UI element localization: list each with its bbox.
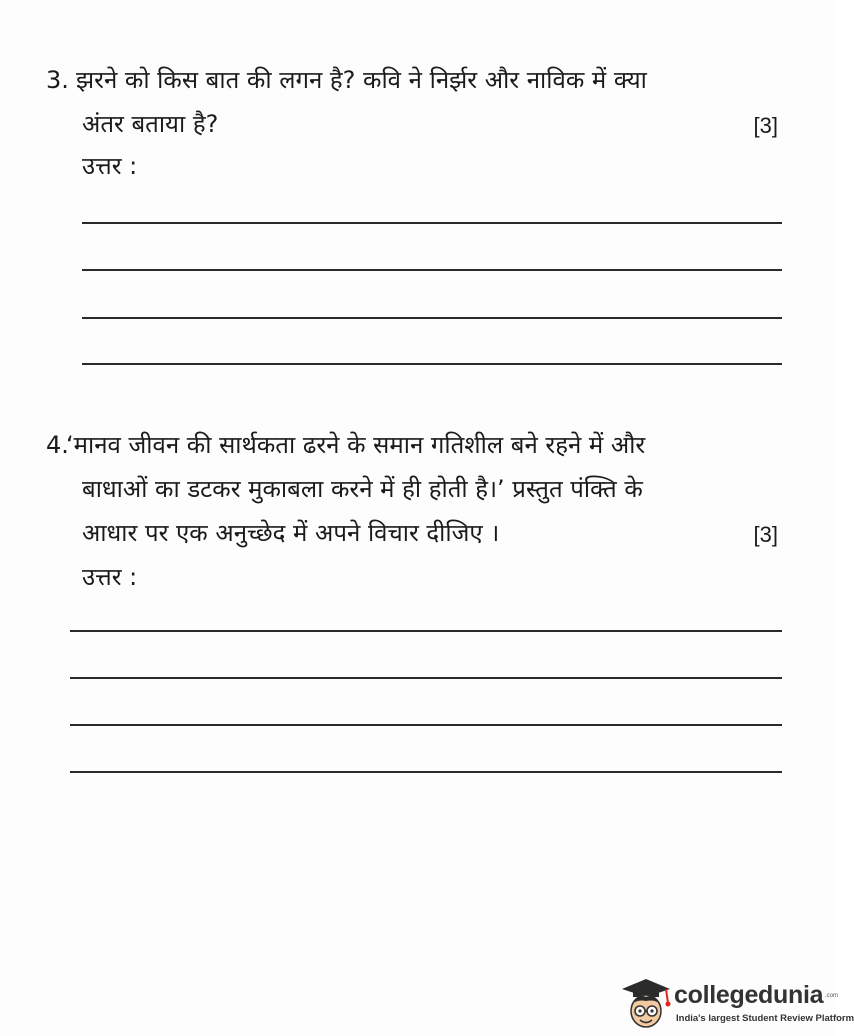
question-text-line: बाधाओं का डटकर मुकाबला करने में ही होती है।’ प्रस्तुत पंक्ति के — [82, 475, 643, 503]
question-text-line: अंतर बताया है? — [82, 110, 219, 138]
question-3 — [46, 60, 786, 190]
answer-line — [82, 317, 782, 319]
question-number: 3. — [46, 66, 69, 94]
brand-suffix: .com — [825, 993, 839, 999]
graduate-mascot-icon — [616, 975, 674, 1033]
brand-name: collegedunia — [674, 981, 824, 1009]
answer-line — [70, 771, 782, 773]
answer-line — [82, 222, 782, 224]
question-4 — [46, 425, 786, 595]
answer-line — [70, 630, 782, 632]
question-text-line: आधार पर एक अनुच्छेद में अपने विचार दीजिए । — [82, 519, 500, 547]
collegedunia-logo[interactable] — [616, 975, 854, 1033]
answer-line — [82, 269, 782, 271]
marks-badge: [3] — [753, 113, 778, 138]
marks-badge: [3] — [753, 522, 778, 547]
answer-label: उत्तर : — [82, 152, 138, 180]
question-number: 4. — [46, 431, 69, 459]
question-text-line: ‘मानव जीवन की सार्थकता ढरने के समान गतिशील बने रहने में और — [66, 431, 646, 459]
answer-line — [82, 363, 782, 365]
answer-line — [70, 724, 782, 726]
answer-line — [70, 677, 782, 679]
brand-tagline: India's largest Student Review Platform — [676, 1013, 854, 1024]
question-text-line: झरने को किस बात की लगन है? कवि ने निर्झर और नाविक में क्या — [76, 66, 647, 94]
answer-label: उत्तर : — [82, 563, 138, 591]
